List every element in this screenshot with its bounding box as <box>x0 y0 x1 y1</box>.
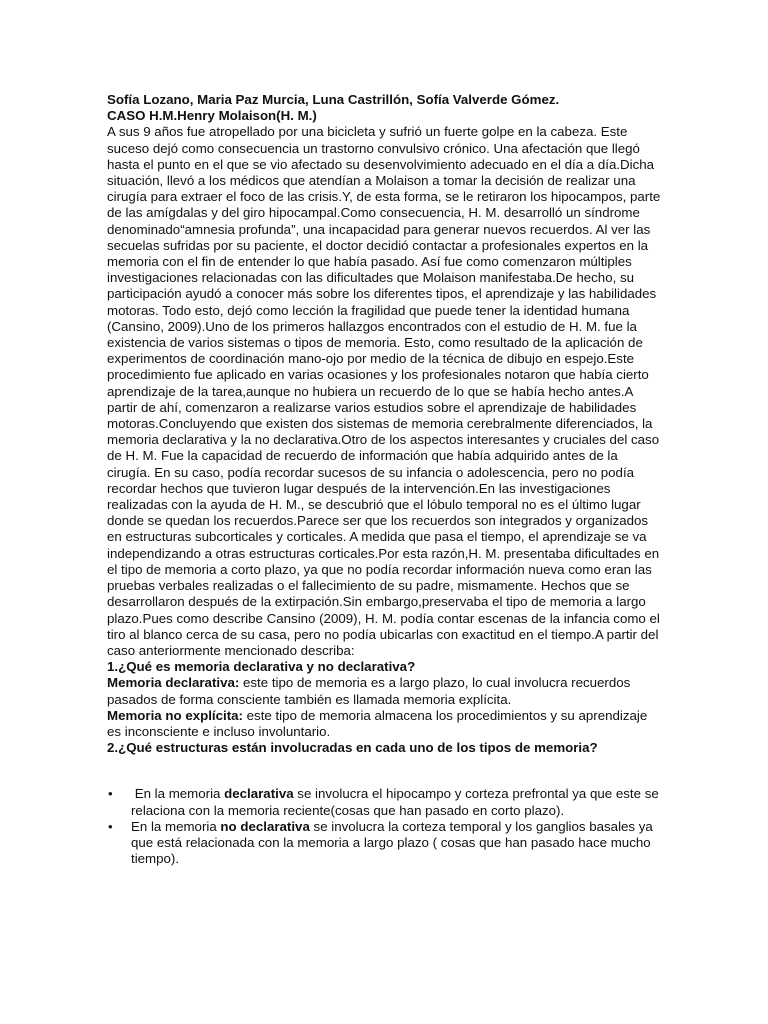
case-title: CASO H.M.Henry Molaison(H. M.) <box>107 108 317 124</box>
list-item <box>86 786 663 818</box>
spacer <box>107 756 663 786</box>
bullet-text <box>131 786 663 818</box>
question-2: 2.¿Qué estructuras están involucradas en cada uno de los tipos de memoria? <box>107 740 598 756</box>
document-body <box>107 92 663 867</box>
bullet-prefix: En la memoria <box>131 786 225 802</box>
bullet-text <box>131 819 663 868</box>
answer-declarative <box>107 675 663 707</box>
bullet-suffix: se involucra el hipocampo y corteza prefrontal ya que este se relaciona con la memoria reciente(cosas que han pasado en corto plazo). <box>131 786 659 818</box>
bullet-suffix: se involucra la corteza temporal y los ganglios basales ya que está relacionada con la memoria a largo plazo ( cosas que han pasado hace mucho tiempo). <box>131 818 653 867</box>
answer-nonexplicit-text: este tipo de memoria almacena los procedimientos y su aprendizaje es inconsciente e incluso involuntario. <box>107 707 648 739</box>
bullet-bold-term: no declarativa <box>220 818 310 834</box>
answer-nonexplicit-label: Memoria no explícita: <box>107 707 243 723</box>
answer-declarative-label: Memoria declarativa: <box>107 675 240 691</box>
answer-nonexplicit <box>107 708 663 740</box>
answer-declarative-text: este tipo de memoria es a largo plazo, lo cual involucra recuerdos pasados de forma consciente también es llamada memoria explícita. <box>107 675 631 707</box>
bullet-icon: • <box>108 818 113 834</box>
authors-line: Sofía Lozano, Maria Paz Murcia, Luna Castrillón, Sofía Valverde Gómez. <box>107 92 560 107</box>
bullet-bold-term: declarativa <box>224 786 294 802</box>
bullet-prefix: En la memoria <box>131 818 221 834</box>
list-item <box>86 819 663 868</box>
bullet-icon: • <box>108 786 113 802</box>
structures-bullet-list <box>86 786 663 867</box>
question-1: 1.¿Qué es memoria declarativa y no declarativa? <box>107 659 416 675</box>
case-narrative-paragraph: A sus 9 años fue atropellado por una bicicleta y sufrió un fuerte golpe en la cabeza. Este suceso dejó como consecuencia un trastorno convulsivo crónico. Una afectación que llegó hasta el punto en el que se vio afectado su desenvolvimiento adecuado en el día a día.Dicha situación, llevó a los médicos que atendían a Molaison a tomar la decisión de realizar una cirugía para extraer el foco de las crisis.Y, de esta forma, se le retiraron los hipocampos, parte de las amígdalas y del giro hipocampal.Como consecuencia, H. M. desarrolló un síndrome denominado“amnesia profunda”, una incapacidad para generar nuevos recuerdos. Al ver las secuelas sufridas por su paciente, el doctor decidió contactar a profesionales expertos en la memoria con el fin de entender lo que había pasado. Así fue como comenzaron múltiples investigaciones relacionadas con las dificultades que Molaison manifestaba.De hecho, su participación ayudó a conocer más sobre los diferentes tipos, el aprendizaje y las habilidades motoras. Todo esto, dejó como lección la fragilidad que puede tener la identidad humana (Cansino, 2009).Uno de los primeros hallazgos encontrados con el estudio de H. M. fue la existencia de varios sistemas o tipos de memoria. Esto, como resultado de la aplicación de experimentos de coordinación mano-ojo por medio de la técnica de dibujo en espejo.Este procedimiento fue aplicado en varias ocasiones y los profesionales notaron que había cierto aprendizaje de la tarea,aunque no hubiera un recuerdo de lo que se había hecho antes.A partir de ahí, comenzaron a realizarse varios estudios sobre el aprendizaje de habilidades motoras.Concluyendo que existen dos sistemas de memoria cerebralmente diferenciados, la memoria declarativa y la no declarativa.Otro de los aspectos interesantes y cruciales del caso de H. M. Fue la capacidad de recuerdo de información que había adquirido antes de la cirugía. En su caso, podía recordar sucesos de su infancia o adolescencia, pero no podía recordar hechos que tuvieron lugar después de la intervención.En las investigaciones realizadas con la ayuda de H. M., se descubrió que el lóbulo temporal no es el último lugar donde se quedan los recuerdos.Parece ser que los recuerdos son integrados y organizados en estructuras subcorticales y corticales. A medida que pasa el tiempo, el aprendizaje se va independizando a otras estructuras corticales.Por esta razón,H. M. presentaba dificultades en el tipo de memoria a corto plazo, ya que no podía recordar información nueva como eran las pruebas verbales realizadas o el fallecimiento de su padre, mismamente. Hechos que se desarrollaron después de la extirpación.Sin embargo,preservaba el tipo de memoria a largo plazo.Pues como describe Cansino (2009), H. M. podía contar escenas de la infancia como el tiro al blanco cerca de su casa, pero no podía ubicarlas con exactitud en el tiempo.A partir del caso anteriormente mencionado describa: <box>107 124 661 658</box>
